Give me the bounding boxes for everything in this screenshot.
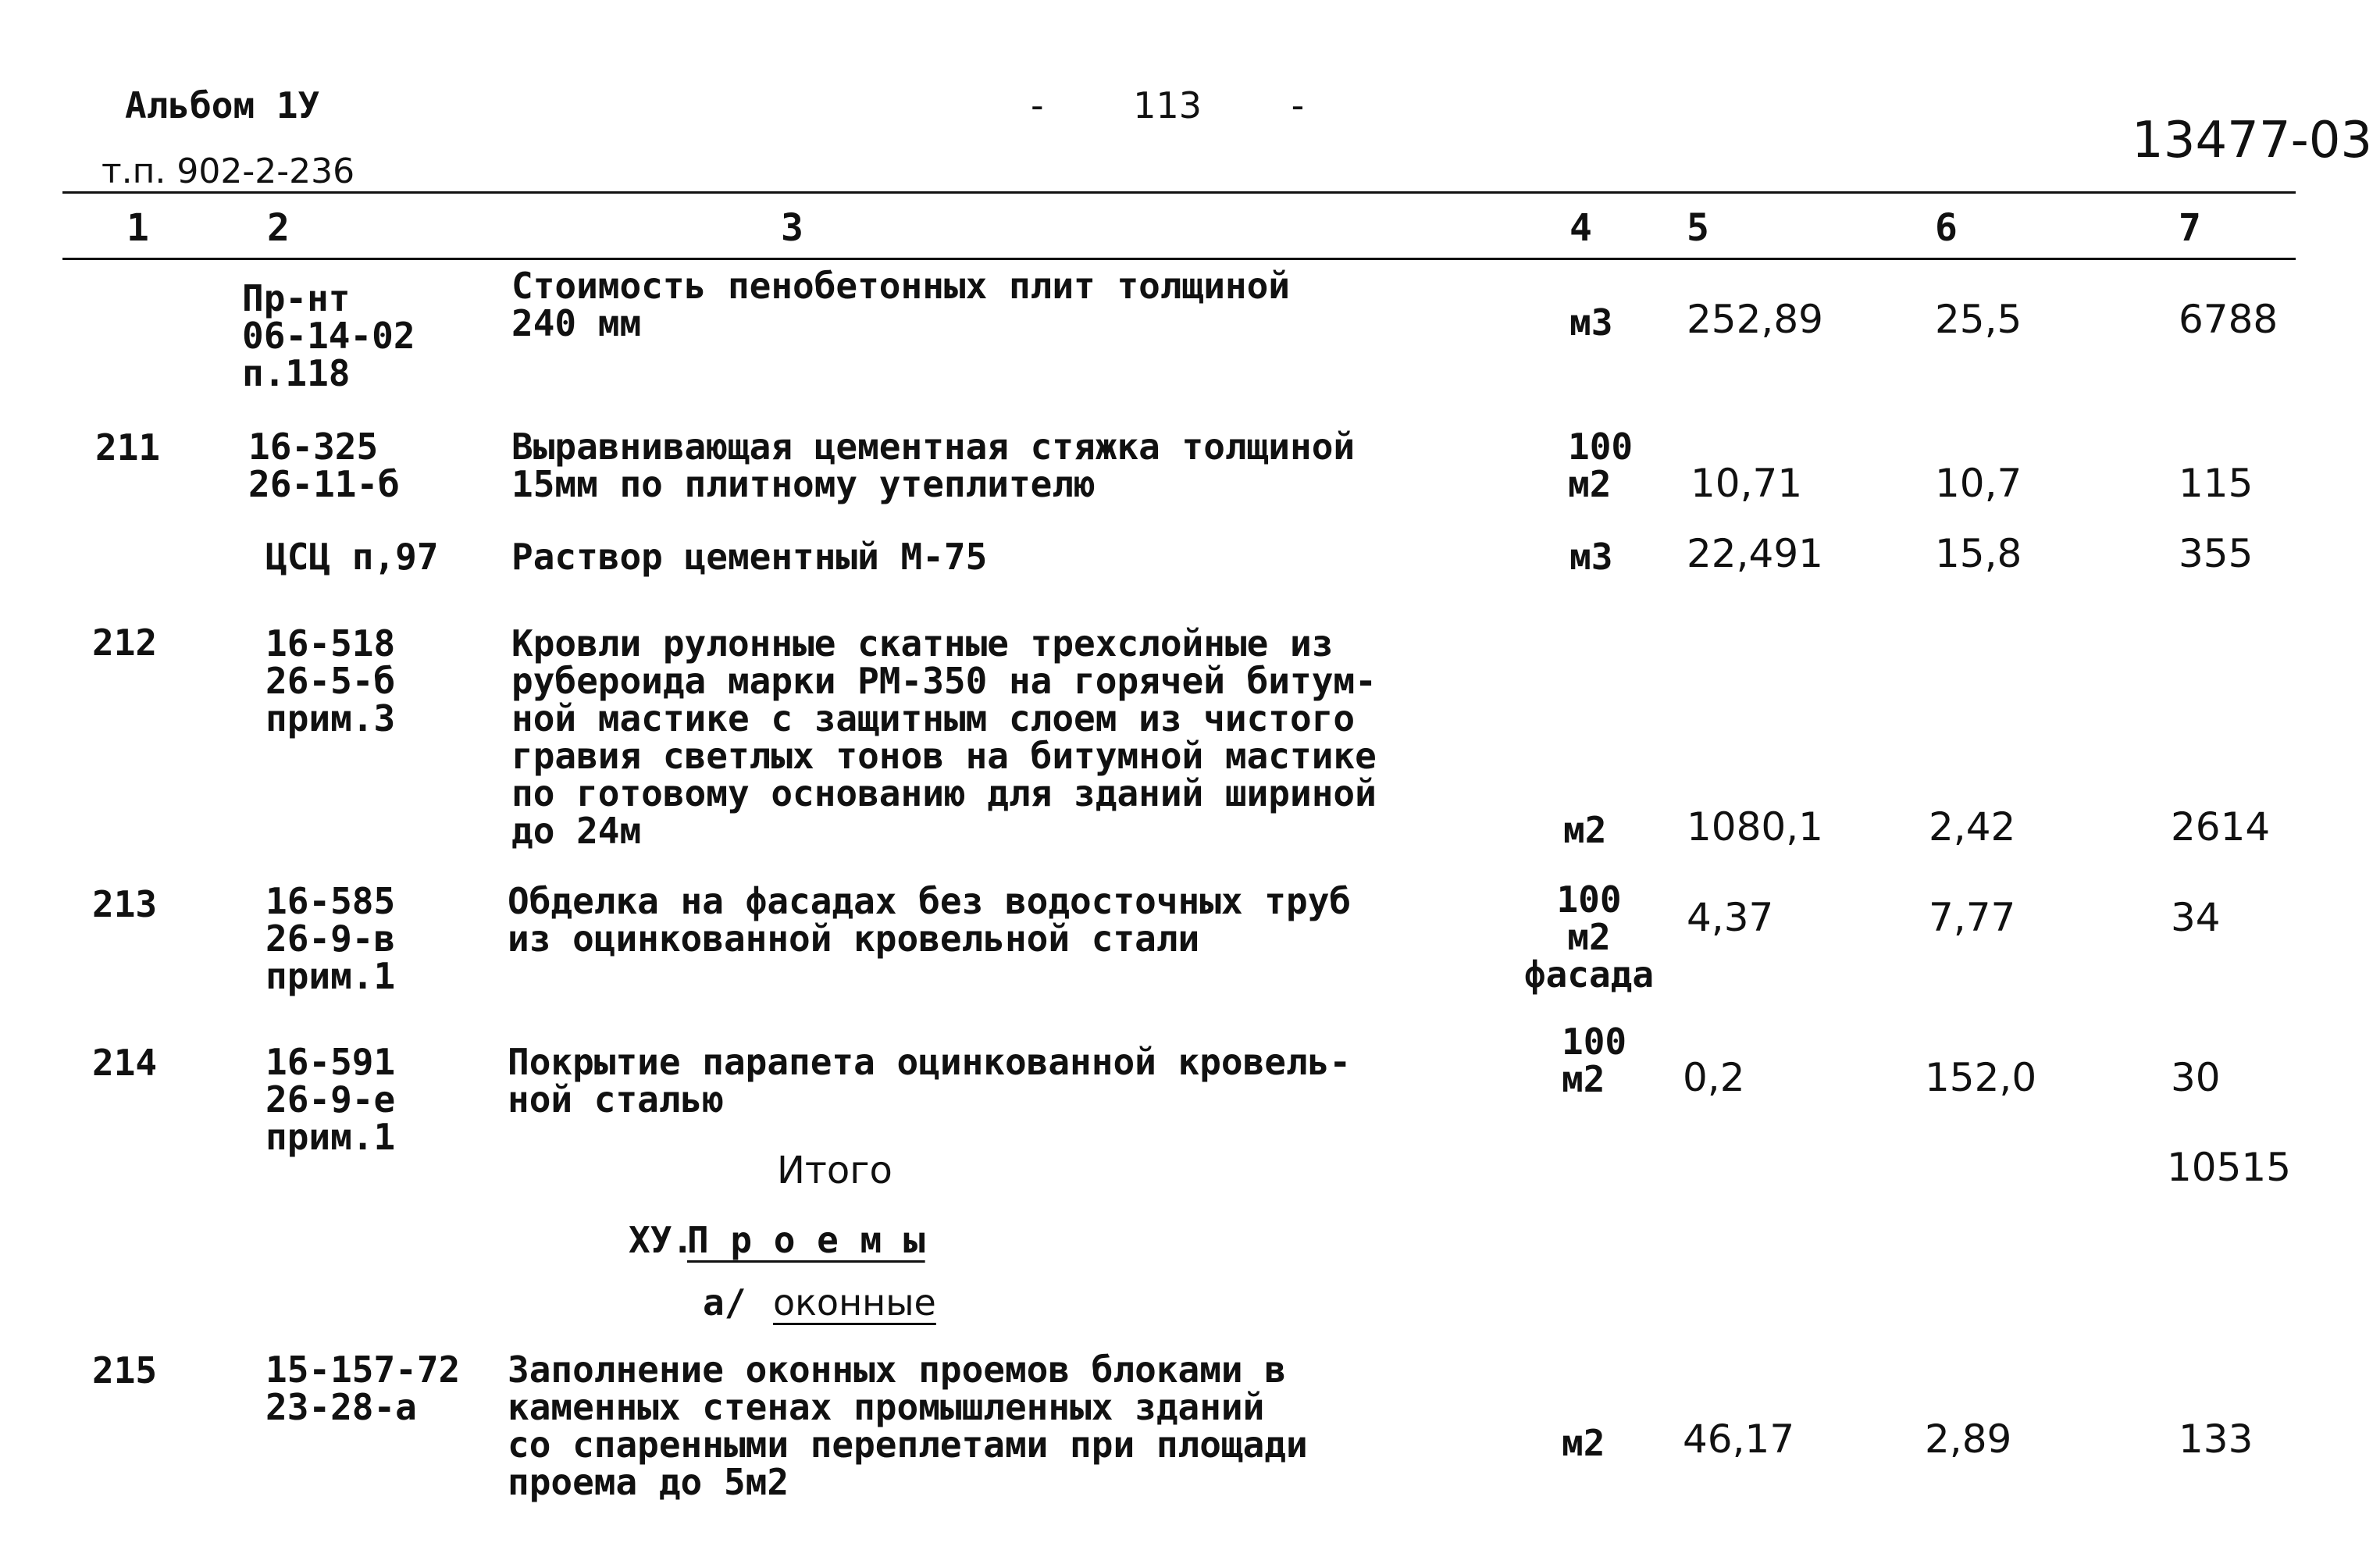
row-description: Стоимость пенобетонных плит толщиной 240 мм <box>511 265 1290 344</box>
row-total: 133 <box>2179 1416 2254 1462</box>
col-header-2: 2 <box>267 206 290 250</box>
row-quantity: 10,71 <box>1691 461 1803 506</box>
header-rule-bottom <box>62 258 2296 260</box>
project-code: т.п. 902-2-236 <box>102 151 355 191</box>
col-header-4: 4 <box>1569 206 1592 250</box>
row-description: Обделка на фасадах без водосточных труб из оцинкованной кровельной стали <box>508 880 1352 960</box>
row-code: 16-591 26-9-е прим.1 <box>265 1041 396 1158</box>
album-label: Альбом 1У <box>125 84 320 126</box>
row-number: 211 <box>95 426 161 469</box>
row-description: Заполнение оконных проемов блоками в каменных стенах промышленных зданий со спаренными переплетами при площади проема до 5м2 <box>508 1349 1308 1503</box>
row-code: 16-325 26-11-б <box>248 426 400 505</box>
row-unit-price: 152,0 <box>1925 1055 2037 1100</box>
subsection-prefix: а/ <box>703 1281 746 1324</box>
row-quantity: 1080,1 <box>1687 804 1823 850</box>
row-total: 115 <box>2179 461 2254 506</box>
row-number: 213 <box>92 883 158 925</box>
row-unit-price: 10,7 <box>1935 461 2022 506</box>
document-code: 13477-03 <box>2132 112 2373 169</box>
row-code: Пр-нт 06-14-02 п.118 <box>242 277 415 394</box>
row-code: 16-585 26-9-в прим.1 <box>265 880 396 997</box>
row-unit: м3 <box>1569 536 1613 578</box>
row-unit: м3 <box>1569 301 1613 344</box>
row-code: ЦСЦ п,97 <box>265 536 439 578</box>
row-unit-price: 15,8 <box>1935 531 2022 576</box>
row-number: 214 <box>92 1042 158 1084</box>
row-quantity: 22,491 <box>1687 531 1823 576</box>
row-quantity: 4,37 <box>1687 895 1774 940</box>
row-description: Кровли рулонные скатные трехслойные из рубероида марки РМ-350 на горячей битум- ной мастике с защитным слоем из чистого гравия светлых тонов на битумной мастике по готовому основанию для зданий шириной до 24м <box>511 622 1377 852</box>
row-unit-price: 7,77 <box>1929 895 2016 940</box>
row-unit-price: 2,42 <box>1929 804 2016 850</box>
row-total: 34 <box>2171 895 2221 940</box>
itogo-label: Итого <box>777 1149 892 1192</box>
row-unit: м2 <box>1563 809 1607 851</box>
section-number: ХУ. <box>629 1219 694 1261</box>
col-header-3: 3 <box>781 206 803 250</box>
row-quantity: 0,2 <box>1683 1055 1745 1100</box>
row-quantity: 252,89 <box>1687 297 1823 342</box>
col-header-6: 6 <box>1935 206 1958 250</box>
header-rule-top <box>62 191 2296 194</box>
row-total: 2614 <box>2171 804 2271 850</box>
row-unit-price: 25,5 <box>1935 297 2022 342</box>
col-header-7: 7 <box>2179 206 2201 250</box>
itogo-total: 10515 <box>2167 1145 2292 1190</box>
section-title: П р о е м ы <box>687 1219 925 1261</box>
col-header-1: 1 <box>126 206 149 250</box>
row-code: 15-157-72 23-28-а <box>265 1349 461 1428</box>
row-description: Выравнивающая цементная стяжка толщиной 15мм по плитному утеплителю <box>511 426 1356 505</box>
row-quantity: 46,17 <box>1683 1416 1795 1462</box>
page-number: - 113 - <box>1031 84 1305 126</box>
row-unit: м2 <box>1562 1422 1605 1464</box>
row-total: 355 <box>2179 531 2254 576</box>
row-total: 30 <box>2171 1055 2221 1100</box>
row-code: 16-518 26-5-б прим.3 <box>265 622 396 739</box>
row-description: Раствор цементный М-75 <box>511 536 988 578</box>
row-unit: 100 м2 <box>1568 426 1634 505</box>
col-header-5: 5 <box>1687 206 1709 250</box>
row-number: 215 <box>92 1349 158 1391</box>
row-unit: 100 м2 <box>1562 1021 1627 1100</box>
row-number: 212 <box>92 622 158 664</box>
row-description: Покрытие парапета оцинкованной кровель- ной сталью <box>508 1041 1352 1121</box>
row-total: 6788 <box>2179 297 2278 342</box>
subsection-title: оконные <box>773 1281 936 1324</box>
row-unit: 100 м2 фасада <box>1523 878 1655 996</box>
row-unit-price: 2,89 <box>1925 1416 2012 1462</box>
